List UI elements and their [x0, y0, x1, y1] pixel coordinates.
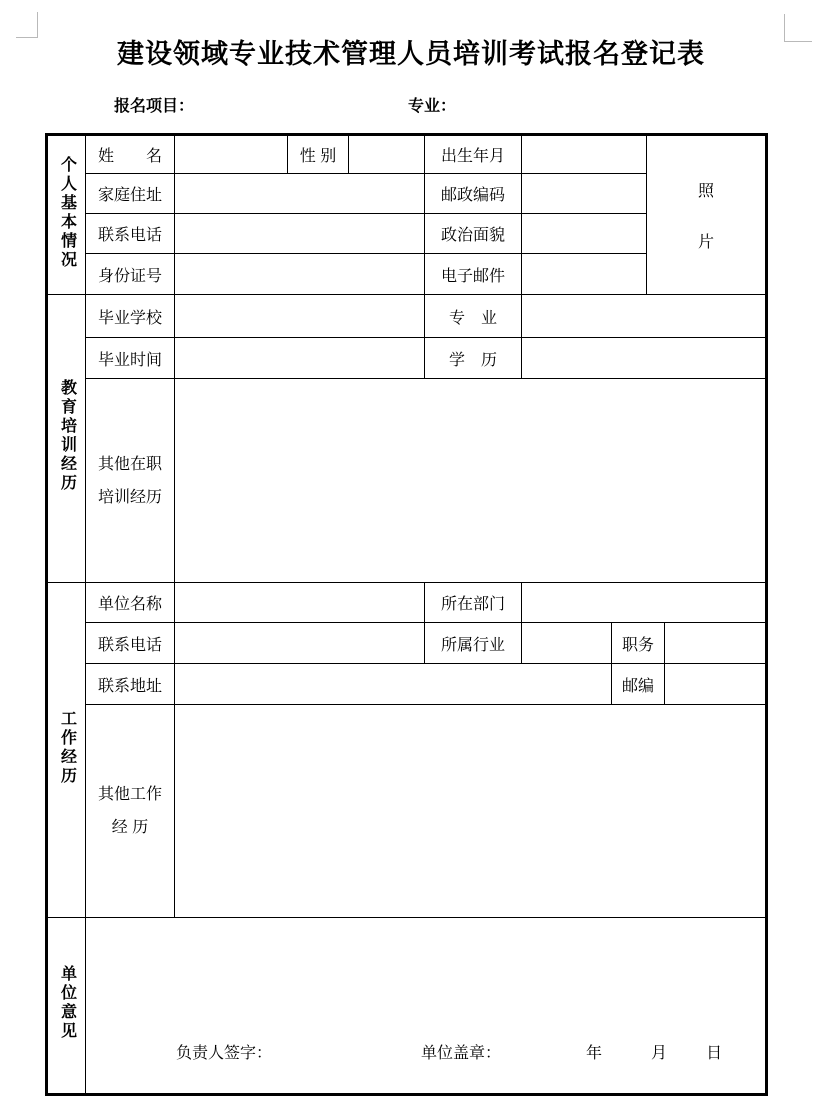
page-title: 建设领域专业技术管理人员培训考试报名登记表: [117, 39, 705, 69]
position-label: 职务: [612, 623, 665, 664]
opinion-input-cell[interactable]: [86, 918, 767, 1095]
table-row: [47, 623, 767, 664]
project-label: 报名项目：: [114, 98, 195, 115]
work-phone-label: 联系电话: [86, 623, 175, 664]
seal-label: 单位盖章：: [421, 1045, 502, 1062]
month-label: 月: [651, 1045, 668, 1062]
name-label: 姓 名: [86, 135, 175, 174]
degree-label: 学 历: [425, 338, 522, 379]
political-status-label: 政治面貌: [425, 214, 522, 254]
photo-label: [647, 178, 765, 252]
table-row: [47, 135, 767, 174]
table-row: [47, 338, 767, 379]
gender-input-cell[interactable]: [349, 135, 425, 174]
photo-box[interactable]: [647, 135, 767, 295]
zip-label: 邮编: [612, 664, 665, 705]
grad-school-label: 毕业学校: [86, 295, 175, 338]
email-label: 电子邮件: [425, 254, 522, 295]
political-status-input-cell[interactable]: [522, 214, 647, 254]
postal-code-label: 邮政编码: [425, 174, 522, 214]
section-personal: [47, 135, 86, 295]
table-row: [47, 664, 767, 705]
email-input-cell[interactable]: [522, 254, 647, 295]
photo-char-2: 片: [698, 234, 715, 251]
table-row: [47, 705, 767, 918]
signature-line: [86, 1040, 765, 1063]
other-training-input-cell[interactable]: [175, 379, 767, 583]
section-personal-label: 个人基本情况: [58, 155, 76, 270]
other-work-label: [86, 705, 175, 918]
gender-label: 性 别: [288, 135, 349, 174]
registration-form-table: [45, 133, 768, 1096]
grad-time-label: 毕业时间: [86, 338, 175, 379]
position-input-cell[interactable]: [665, 623, 767, 664]
company-name-label: 单位名称: [86, 583, 175, 623]
grad-time-input-cell[interactable]: [175, 338, 425, 379]
day-label: 日: [706, 1045, 723, 1062]
photo-char-1: 照: [698, 183, 715, 200]
contact-address-input-cell[interactable]: [175, 664, 612, 705]
table-row: [47, 583, 767, 623]
name-input-cell[interactable]: [175, 135, 288, 174]
table-row: [47, 918, 767, 1095]
company-name-input-cell[interactable]: [175, 583, 425, 623]
birth-date-input-cell[interactable]: [522, 135, 647, 174]
industry-input-cell[interactable]: [522, 623, 612, 664]
industry-label: 所属行业: [425, 623, 522, 664]
zip-input-cell[interactable]: [665, 664, 767, 705]
section-education: [47, 295, 86, 583]
id-number-input-cell[interactable]: [175, 254, 425, 295]
phone-label: 联系电话: [86, 214, 175, 254]
table-row: [47, 379, 767, 583]
id-number-label: 身份证号: [86, 254, 175, 295]
sign-label: 负责人签字：: [176, 1045, 273, 1062]
section-work: [47, 583, 86, 918]
birth-date-label: 出生年月: [425, 135, 522, 174]
major-input-cell[interactable]: [522, 295, 767, 338]
other-work-label-line1: 其他工作: [97, 786, 162, 803]
home-address-input-cell[interactable]: [175, 174, 425, 214]
table-row: [47, 295, 767, 338]
postal-code-input-cell[interactable]: [522, 174, 647, 214]
contact-address-label: 联系地址: [86, 664, 175, 705]
section-opinion: [47, 918, 86, 1095]
year-label: 年: [586, 1045, 603, 1062]
form-header: [0, 93, 822, 115]
department-input-cell[interactable]: [522, 583, 767, 623]
department-label: 所在部门: [425, 583, 522, 623]
phone-input-cell[interactable]: [175, 214, 425, 254]
other-training-label-line2: 培训经历: [97, 488, 162, 506]
home-address-label: 家庭住址: [86, 174, 175, 214]
other-training-label: [86, 379, 175, 583]
grad-school-input-cell[interactable]: [175, 295, 425, 338]
section-work-label: 工作经历: [58, 709, 76, 786]
section-opinion-label: 单位意见: [58, 965, 76, 1041]
work-phone-input-cell[interactable]: [175, 623, 425, 664]
degree-input-cell[interactable]: [522, 338, 767, 379]
major-field-label: 专 业: [425, 295, 522, 338]
major-label: 专业：: [408, 98, 457, 115]
other-work-label-line2: 经 历: [111, 819, 149, 836]
section-education-label: 教育培训经历: [58, 379, 76, 493]
other-training-label-line1: 其他在职: [97, 455, 162, 473]
other-work-input-cell[interactable]: [175, 705, 767, 918]
